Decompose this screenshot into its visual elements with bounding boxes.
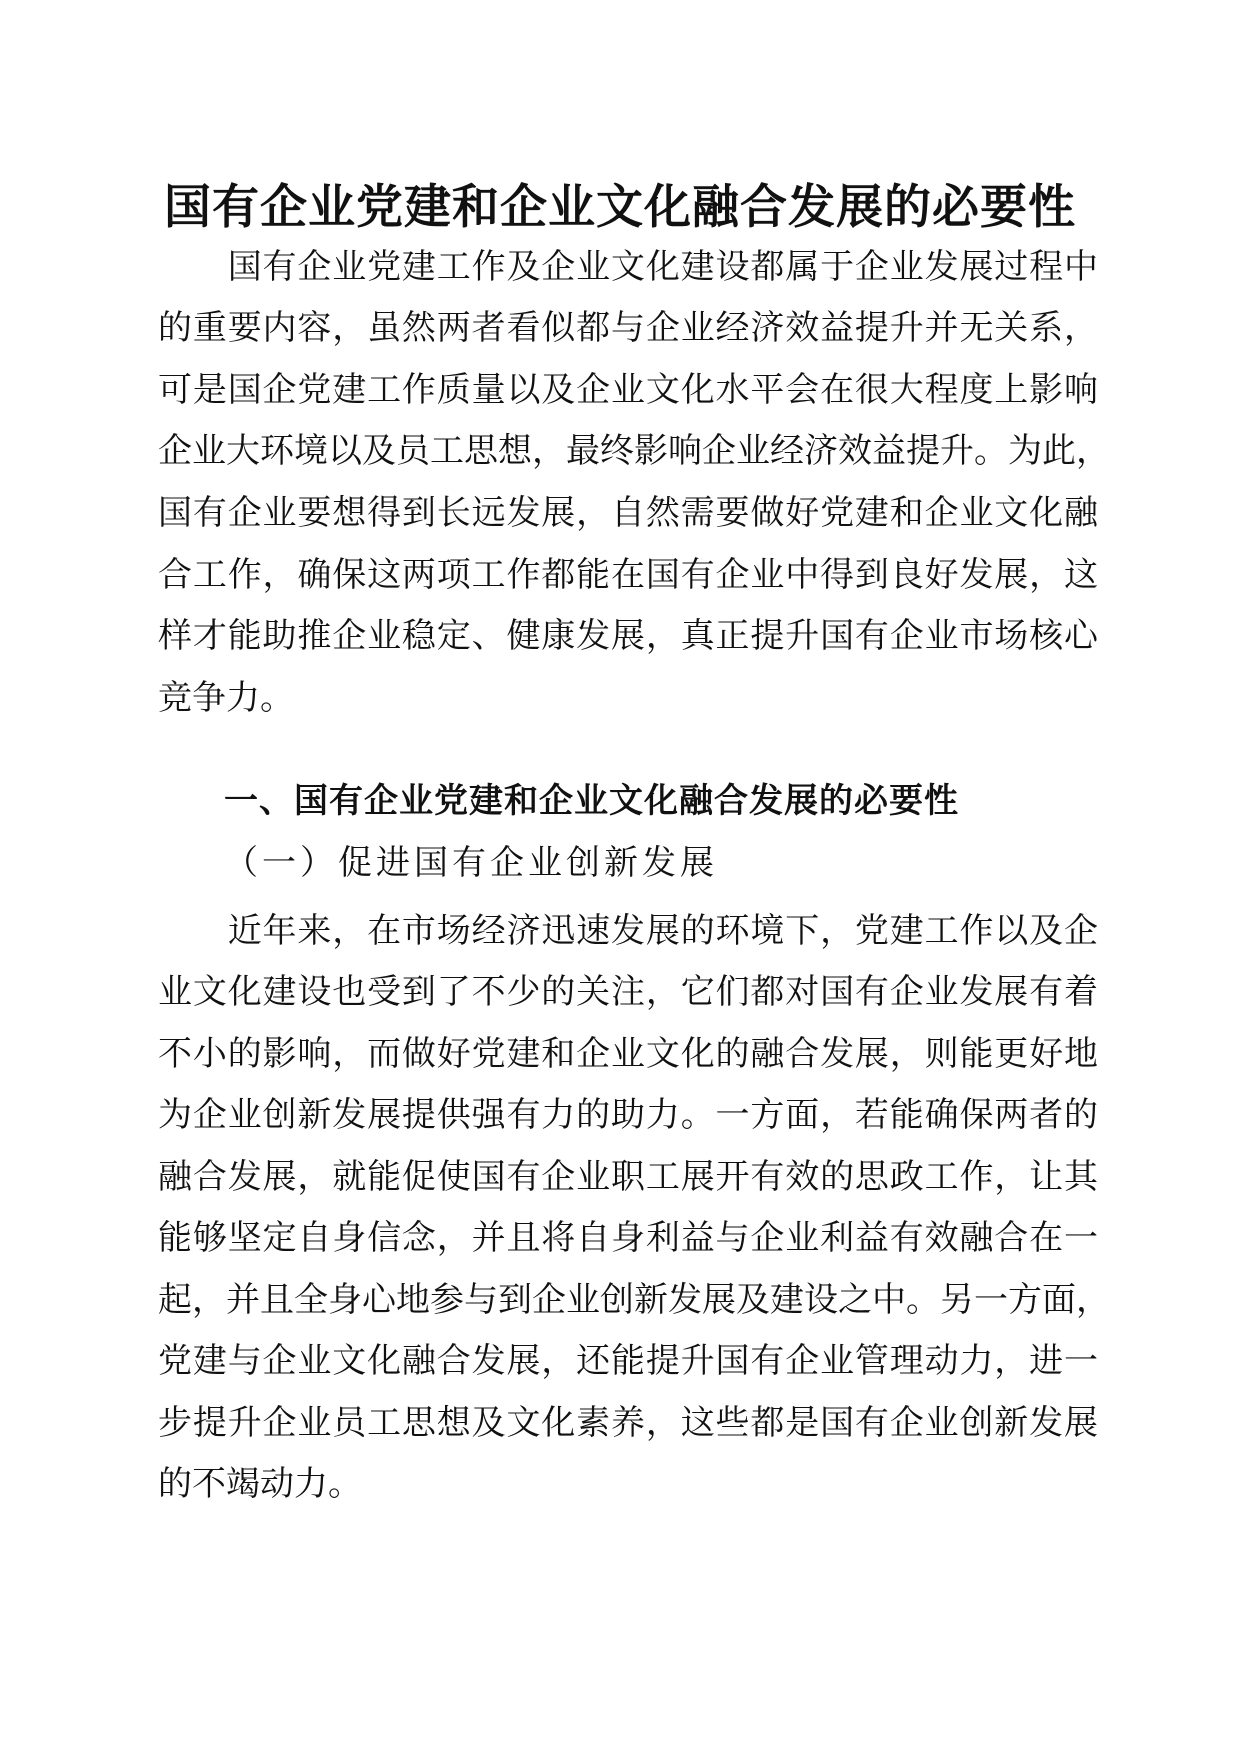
intro-line-5: 国有企业要想得到长远发展，自然需要做好党建和企业文化融: [158, 493, 1098, 533]
intro-line-3: 可是国企党建工作质量以及企业文化水平会在很大程度上影响: [158, 370, 1098, 410]
intro-line-4: 企业大环境以及员工思想，最终影响企业经济效益提升。为此，: [158, 431, 1110, 471]
intro-line-7: 样才能助推企业稳定、健康发展，真正提升国有企业市场核心: [158, 616, 1098, 656]
intro-line-6: 合工作，确保这两项工作都能在国有企业中得到良好发展，这: [158, 555, 1098, 595]
subsection-1-heading: （一）促进国有企业创新发展: [224, 843, 718, 883]
body-line-8: 党建与企业文化融合发展，还能提升国有企业管理动力，进一: [158, 1341, 1098, 1381]
body-line-7: 起，并且全身心地参与到企业创新发展及建设之中。另一方面，: [158, 1280, 1110, 1320]
body-line-1: 近年来，在市场经济迅速发展的环境下，党建工作以及企: [158, 911, 1098, 951]
body-line-4: 为企业创新发展提供强有力的助力。一方面，若能确保两者的: [158, 1095, 1098, 1135]
body-line-9: 步提升企业员工思想及文化素养，这些都是国有企业创新发展: [158, 1403, 1098, 1443]
intro-line-8: 竞争力。: [158, 678, 294, 718]
document-title: 国有企业党建和企业文化融合发展的必要性: [164, 180, 1076, 235]
section-1-heading: 一、国有企业党建和企业文化融合发展的必要性: [224, 781, 959, 821]
body-line-2: 业文化建设也受到了不少的关注，它们都对国有企业发展有着: [158, 972, 1098, 1012]
body-line-10: 的不竭动力。: [158, 1464, 362, 1504]
body-line-6: 能够坚定自身信念，并且将自身利益与企业利益有效融合在一: [158, 1218, 1098, 1258]
body-line-5: 融合发展，就能促使国有企业职工展开有效的思政工作，让其: [158, 1157, 1098, 1197]
intro-line-1: 国有企业党建工作及企业文化建设都属于企业发展过程中: [158, 247, 1098, 287]
body-line-3: 不小的影响，而做好党建和企业文化的融合发展，则能更好地: [158, 1034, 1098, 1074]
intro-line-2: 的重要内容，虽然两者看似都与企业经济效益提升并无关系，: [158, 308, 1098, 348]
